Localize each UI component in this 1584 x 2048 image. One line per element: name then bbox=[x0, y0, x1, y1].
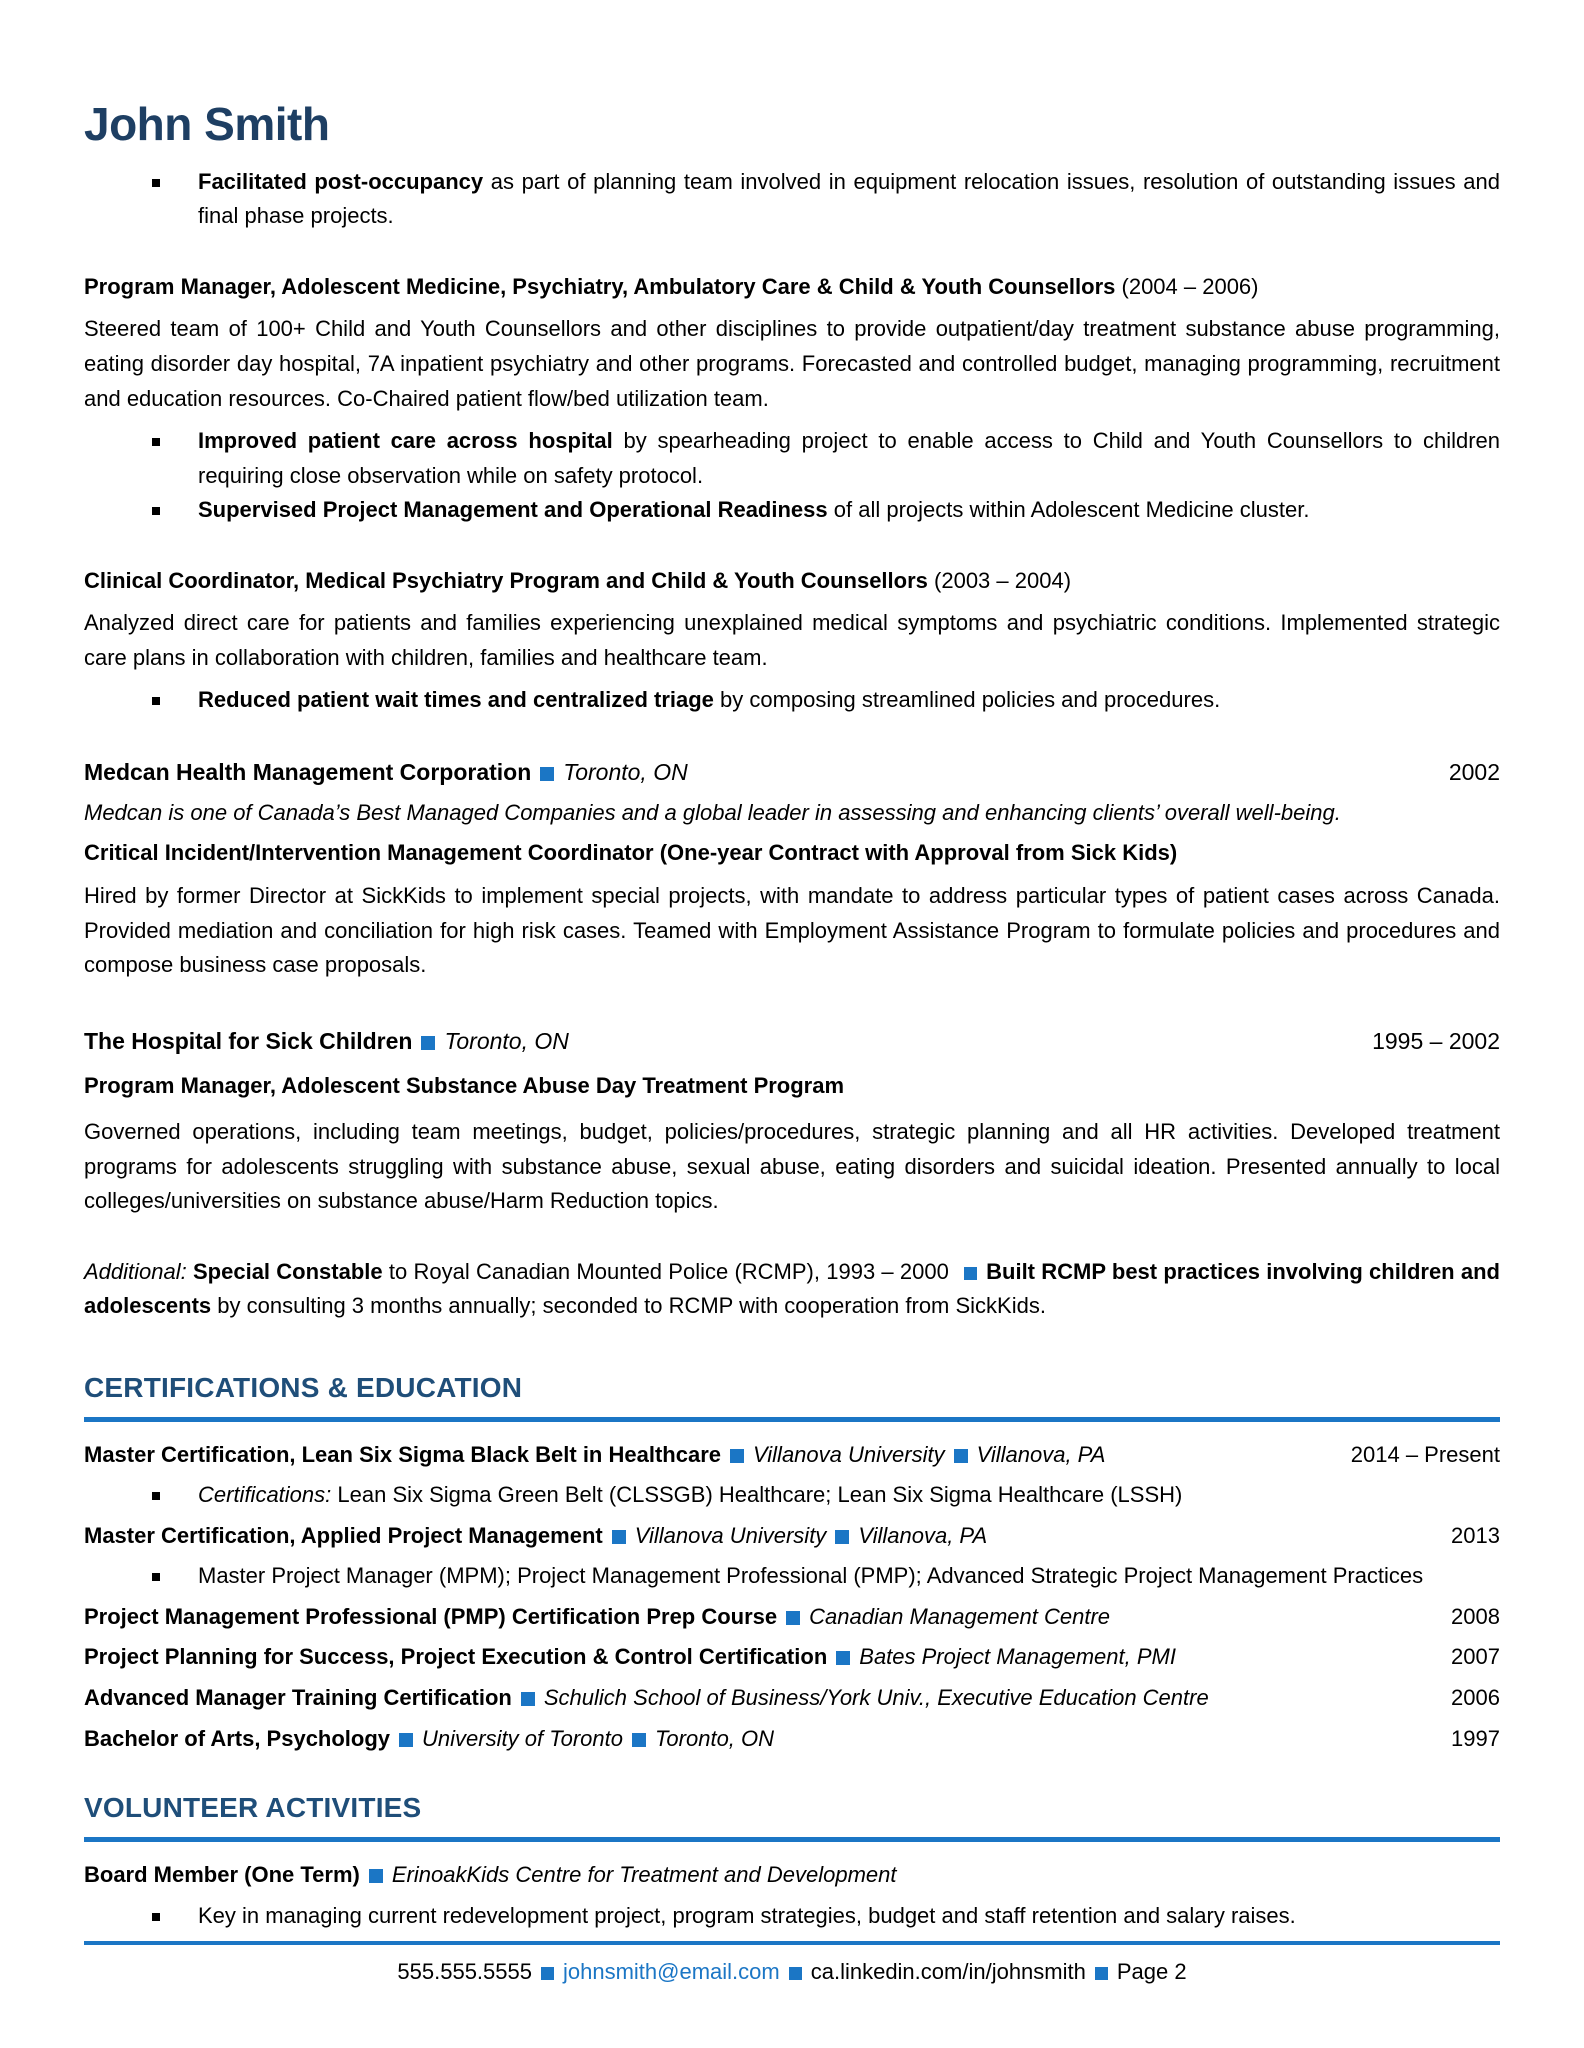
footer bbox=[84, 1941, 1500, 1990]
certification-title: Master Certification, Lean Six Sigma Black Belt in Healthcare bbox=[84, 1441, 721, 1467]
separator-square-icon bbox=[541, 1967, 554, 1980]
bullet-item bbox=[152, 1478, 1500, 1513]
certification-year: 2006 bbox=[1451, 1685, 1500, 1710]
bullet-marker-icon bbox=[152, 1573, 160, 1581]
company-tagline: Medcan is one of Canada’s Best Managed Companies and a global leader in assessing and enhancing clients’ overall well-being. bbox=[84, 799, 1341, 825]
certification-location: Villanova, PA bbox=[976, 1441, 1106, 1467]
separator-square-icon bbox=[730, 1449, 744, 1463]
company-location: Toronto, ON bbox=[563, 758, 688, 785]
certification-row bbox=[84, 1600, 1500, 1635]
additional-label: Additional: bbox=[84, 1258, 187, 1284]
footer-email-link[interactable]: johnsmith@email.com bbox=[562, 1959, 780, 1985]
certification-left bbox=[84, 1722, 1427, 1757]
employer-left bbox=[84, 754, 1425, 790]
bullet-item bbox=[152, 424, 1500, 493]
certification-row bbox=[84, 1722, 1500, 1757]
separator-square-icon bbox=[836, 1651, 850, 1665]
certification-row bbox=[84, 1438, 1500, 1473]
bullet-marker-icon bbox=[152, 1913, 160, 1921]
company-location: Toronto, ON bbox=[444, 1027, 569, 1054]
job-title: Critical Incident/Intervention Management Coordinator (One-year Contract with Approval from Sick Kids) bbox=[84, 840, 1178, 866]
bullet-item bbox=[152, 683, 1500, 718]
bullet-marker-icon bbox=[152, 179, 160, 187]
certification-location: Villanova, PA bbox=[858, 1522, 988, 1548]
job-summary: Steered team of 100+ Child and Youth Counsellors and other disciplines to provide outpatient/day treatment substance abuse programming, eating disorder day hospital, 7A inpatient psychiatry and other programs. Forecasted and controlled budget, managing programming, recruitment and education resources. Co-Chaired patient flow/bed utilization team. bbox=[84, 316, 1500, 411]
job-summary: Governed operations, including team meetings, budget, policies/procedures, strategic planning and all HR activities. Developed treatment programs for adolescents struggling with substance abuse, sexual abuse, eating disorders and suicidal ideation. Presented annually to local colleges/universities on substance abuse/Harm Reduction topics. bbox=[84, 1119, 1500, 1214]
bullet-rest: as part of planning team involved in equipment relocation issues, resolution of outstanding issues and final phase projects. bbox=[198, 168, 1500, 229]
bullet-text bbox=[198, 493, 1500, 528]
footer-phone: 555.555.5555 bbox=[397, 1959, 532, 1985]
company-years: 1995 – 2002 bbox=[1372, 1027, 1500, 1054]
certification-org: Canadian Management Centre bbox=[809, 1603, 1111, 1629]
bullet-rest: Lean Six Sigma Green Belt (CLSSGB) Healthcare; Lean Six Sigma Healthcare (LSSH) bbox=[331, 1482, 1183, 1508]
bullet-text bbox=[198, 165, 1500, 234]
bullet-rest: by spearheading project to enable access to Child and Youth Counsellors to children requiring close observation while on safety protocol. bbox=[198, 428, 1500, 488]
separator-square-icon bbox=[540, 767, 554, 781]
job-title: Program Manager, Adolescent Substance Abuse Day Treatment Program bbox=[84, 1072, 845, 1098]
certification-left bbox=[84, 1681, 1427, 1716]
bullet-marker-icon bbox=[152, 507, 160, 515]
bullet-bold-lead: Improved patient care across hospital bbox=[198, 428, 613, 454]
footer-linkedin: ca.linkedin.com/in/johnsmith bbox=[810, 1959, 1086, 1985]
additional-bold: Built RCMP best practices involving children and adolescents bbox=[84, 1258, 1500, 1319]
section-heading-certifications: CERTIFICATIONS & EDUCATION bbox=[84, 1366, 1500, 1422]
certification-title: Advanced Manager Training Certification bbox=[84, 1685, 512, 1710]
bullet-bold-lead: Reduced patient wait times and centralized triage bbox=[198, 687, 714, 713]
job-title-text: Program Manager, Adolescent Medicine, Psychiatry, Ambulatory Care & Child & Youth Counsellors bbox=[84, 273, 1116, 299]
volunteer-org: ErinoakKids Centre for Treatment and Development bbox=[391, 1862, 897, 1888]
certification-year: 2013 bbox=[1451, 1522, 1500, 1548]
bullet-marker-icon bbox=[152, 1492, 160, 1500]
employer-row bbox=[84, 1023, 1500, 1059]
certification-row bbox=[84, 1640, 1500, 1675]
certification-row bbox=[84, 1519, 1500, 1554]
separator-square-icon bbox=[421, 1036, 435, 1050]
certification-left bbox=[84, 1519, 1427, 1554]
company-name: Medcan Health Management Corporation bbox=[84, 758, 532, 785]
job-title bbox=[84, 270, 1500, 305]
certification-org: Villanova University bbox=[753, 1441, 945, 1467]
employer-row bbox=[84, 754, 1500, 790]
bullet-item bbox=[152, 1899, 1500, 1934]
bullet-item bbox=[152, 165, 1500, 234]
company-name: The Hospital for Sick Children bbox=[84, 1027, 413, 1054]
bullet-text: Master Project Manager (MPM); Project Management Professional (PMP); Advanced Strategic Project Management Practices bbox=[198, 1563, 1424, 1589]
bullet-bold-lead: Supervised Project Management and Operational Readiness bbox=[198, 497, 828, 523]
volunteer-role-row bbox=[84, 1858, 1500, 1893]
certification-left bbox=[84, 1600, 1427, 1635]
certification-title: Project Management Professional (PMP) Certification Prep Course bbox=[84, 1603, 778, 1629]
bullet-italic-lead: Certifications: bbox=[198, 1482, 332, 1508]
employer-left bbox=[84, 1023, 1348, 1059]
separator-square-icon bbox=[632, 1733, 646, 1747]
certification-location: Toronto, ON bbox=[655, 1725, 775, 1751]
volunteer-role-title: Board Member (One Term) bbox=[84, 1862, 360, 1888]
separator-square-icon bbox=[964, 1267, 977, 1280]
company-years: 2002 bbox=[1448, 758, 1500, 785]
bullet-text bbox=[198, 683, 1500, 718]
separator-square-icon bbox=[399, 1733, 413, 1747]
bullet-marker-icon bbox=[152, 438, 160, 446]
certification-title: Master Certification, Applied Project Management bbox=[84, 1522, 603, 1548]
certification-org: Bates Project Management, PMI bbox=[859, 1644, 1176, 1670]
job-title-text: Clinical Coordinator, Medical Psychiatry Program and Child & Youth Counsellors bbox=[84, 567, 928, 593]
certification-org: Villanova University bbox=[634, 1522, 827, 1548]
separator-square-icon bbox=[954, 1449, 968, 1463]
certification-year: 2014 – Present bbox=[1350, 1441, 1500, 1467]
resume-name: John Smith bbox=[84, 98, 330, 150]
bullet-text: Key in managing current redevelopment project, program strategies, budget and staff retention and salary raises. bbox=[198, 1902, 1296, 1928]
job-title bbox=[84, 564, 1500, 599]
bullet-rest: by composing streamlined policies and procedures. bbox=[713, 687, 1221, 713]
certification-year: 2007 bbox=[1451, 1644, 1500, 1670]
footer-page-number: Page 2 bbox=[1116, 1959, 1187, 1985]
job-summary: Analyzed direct care for patients and families experiencing unexplained medical symptoms and psychiatric conditions. Implemented strategic care plans in collaboration with children, families and healthcare team. bbox=[84, 610, 1500, 670]
separator-square-icon bbox=[786, 1611, 800, 1625]
bullet-marker-icon bbox=[152, 697, 160, 705]
certification-left bbox=[84, 1640, 1427, 1675]
bullet-rest: of all projects within Adolescent Medicine cluster. bbox=[827, 497, 1310, 523]
bullet-item bbox=[152, 493, 1500, 528]
bullet-bold-lead: Facilitated post-occupancy bbox=[198, 168, 484, 194]
additional-text: to Royal Canadian Mounted Police (RCMP), 1993 – 2000 bbox=[382, 1258, 956, 1284]
job-title-dates: (2003 – 2004) bbox=[927, 567, 1072, 593]
certification-org: Schulich School of Business/York Univ., Executive Education Centre bbox=[543, 1685, 1209, 1710]
separator-square-icon bbox=[1095, 1967, 1108, 1980]
separator-square-icon bbox=[789, 1967, 802, 1980]
separator-square-icon bbox=[612, 1530, 626, 1544]
certification-org: University of Toronto bbox=[422, 1725, 623, 1751]
job-summary: Hired by former Director at SickKids to implement special projects, with mandate to address particular types of patient cases across Canada. Provided mediation and conciliation for high risk cases. Teamed with Employment Assistance Program to formulate policies and procedures and compose business case proposals. bbox=[84, 882, 1500, 978]
separator-square-icon bbox=[835, 1530, 849, 1544]
certification-year: 2008 bbox=[1451, 1603, 1500, 1629]
separator-square-icon bbox=[369, 1869, 383, 1883]
section-heading-volunteer: VOLUNTEER ACTIVITIES bbox=[84, 1786, 1500, 1842]
additional-bold: Special Constable bbox=[193, 1258, 383, 1284]
certification-row bbox=[84, 1681, 1500, 1716]
separator-square-icon bbox=[521, 1692, 535, 1706]
certification-left bbox=[84, 1438, 1327, 1473]
job-title-dates: (2004 – 2006) bbox=[1115, 273, 1259, 299]
bullet-text bbox=[198, 1478, 1500, 1513]
certification-title: Bachelor of Arts, Psychology bbox=[84, 1725, 391, 1751]
additional-text: by consulting 3 months annually; seconded to RCMP with cooperation from SickKids. bbox=[211, 1293, 1046, 1319]
certification-year: 1997 bbox=[1451, 1725, 1500, 1751]
bullet-text bbox=[198, 424, 1500, 493]
bullet-item bbox=[152, 1559, 1500, 1594]
additional-paragraph bbox=[84, 1255, 1500, 1324]
certification-title: Project Planning for Success, Project Execution & Control Certification bbox=[84, 1644, 828, 1670]
